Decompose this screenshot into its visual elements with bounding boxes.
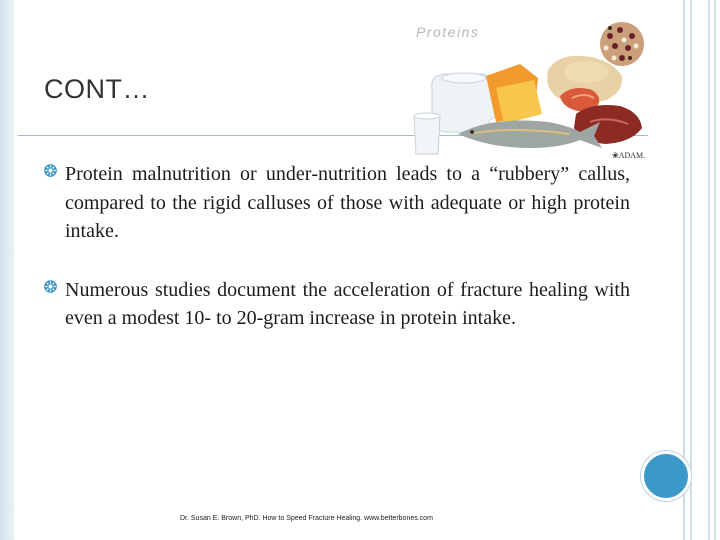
bullet-list [44, 160, 630, 363]
footer-citation: Dr. Susan E. Brown, PhD. How to Speed Fracture Healing. www.betterbones.com [180, 515, 433, 522]
slide-frame-right-line [714, 0, 716, 540]
list-item [44, 276, 630, 333]
image-credit: ❀ADAM. [612, 151, 646, 160]
image-label: Proteins [416, 24, 480, 40]
bullet-text: Protein malnutrition or under‐nutrition leads to a “rubbery” callus, compared to the rigid calluses of those with adequate or high protein intake. [65, 163, 630, 242]
slide-frame-right-line [690, 0, 692, 540]
slide-frame-left [0, 0, 14, 540]
decorative-circle [641, 451, 691, 501]
slide-frame-right-line [708, 0, 710, 540]
slide-title: CONT… [44, 74, 150, 104]
bullet-icon [44, 164, 57, 177]
bullet-text: Numerous studies document the acceleration of fracture healing with even a modest 10‐ to 20‐gram increase in protein intake. [65, 278, 630, 329]
bullet-icon [44, 280, 57, 293]
list-item [44, 160, 630, 246]
